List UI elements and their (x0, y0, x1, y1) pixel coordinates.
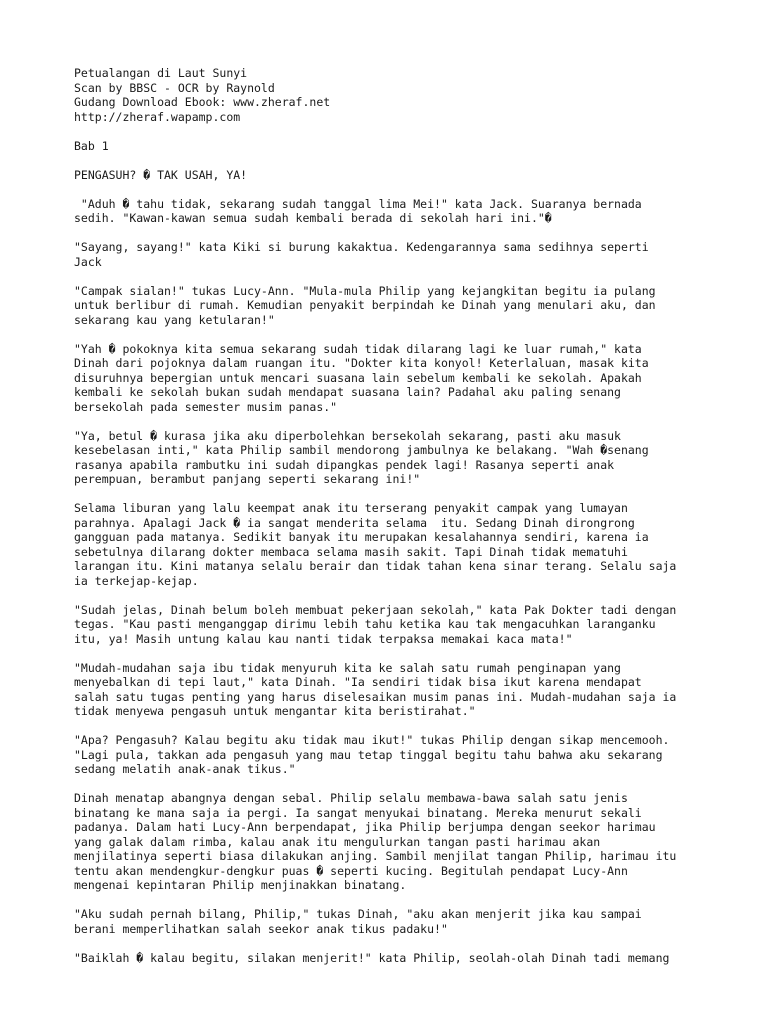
text-line: Selama liburan yang lalu keempat anak itu terserang penyakit campak yang lumayan (74, 501, 628, 515)
paragraph (74, 342, 754, 415)
paragraph (74, 197, 754, 226)
text-line: "Aku sudah pernah bilang, Philip," tukas Dinah, "aku akan menjerit jika kau sampai (74, 907, 642, 921)
text-line: perempuan, berambut panjang seperti sekarang ini!" (74, 472, 421, 486)
paragraph (74, 429, 754, 487)
text-line: mengenai kepintaran Philip menjinakkan binatang. (74, 878, 407, 892)
body-text (74, 197, 754, 966)
text-line: bersekolah pada semester musim panas." (74, 399, 338, 414)
text-line: "Sudah jelas, Dinah belum boleh membuat pekerjaan sekolah," kata Pak Dokter tadi dengan (74, 602, 677, 617)
text-line: sebetulnya dilarang dokter membaca selama masih sakit. Tapi Dinah tidak mematuhi (74, 544, 628, 559)
text-line: "Sayang, sayang!" kata Kiki si burung kakaktua. Kedengarannya sama sedihnya seperti (74, 240, 649, 254)
text-line: Jack (74, 254, 102, 269)
chapter-title: PENGASUH? � TAK USAH, YA! (74, 167, 248, 182)
text-line: kembali ke sekolah bukan sudah mendapat suasana lain? Padahal aku paling senang (74, 385, 621, 399)
text-line: tegas. "Kau pasti menganggap dirimu lebih tahu ketika kau tak mengacuhkan laranganku (74, 617, 656, 631)
text-line: "Mudah-mudahan saja ibu tidak menyuruh kita ke salah satu rumah penginapan yang (74, 660, 621, 675)
paragraph (74, 240, 754, 269)
chapter-label: Bab 1 (74, 138, 109, 153)
text-line: Dinah dari pojoknya dalam ruangan itu. "Dokter kita konyol! Keterlaluan, masak kita (74, 356, 649, 370)
text-line: sedang melatih anak-anak tikus." (74, 762, 296, 776)
text-line: "Campak sialan!" tukas Lucy-Ann. "Mula-mula Philip yang kejangkitan begitu ia pulang (74, 283, 656, 298)
document-page (74, 66, 754, 980)
text-line: ia terkejap-kejap. (74, 573, 199, 588)
text-line: tentu akan mendengkur-dengkur puas � seperti kucing. Begitulah pendapat Lucy-Ann (74, 863, 628, 878)
text-line: rasanya apabila rambutku ini sudah dipangkas pendek lagi! Rasanya seperti anak (74, 457, 615, 472)
text-line: padanya. Dalam hati Lucy-Ann berpendapat, jika Philip berjumpa dengan seekor harimau (74, 820, 656, 834)
text-line: "Lagi pula, takkan ada pengasuh yang mau tetap tinggal begitu tahu bahwa aku sekarang (74, 747, 663, 762)
paragraph (74, 284, 754, 328)
paragraph (74, 603, 754, 647)
paragraph (74, 791, 754, 893)
paragraph (74, 907, 754, 936)
paragraph (74, 733, 754, 777)
text-line: itu, ya! Masih untung kalau kau nanti tidak terpaksa memakai kaca mata!" (74, 631, 573, 646)
text-line: yang galak dalam rimba, kalau anak itu mengulurkan tangan pasti harimau akan (74, 834, 601, 849)
download-source: Gudang Download Ebook: www.zheraf.net (74, 95, 331, 109)
text-line: "Aduh � tahu tidak, sekarang sudah tanggal lima Mei!" kata Jack. Suaranya bernada (74, 196, 642, 211)
document-header (74, 66, 754, 124)
paragraph (74, 951, 754, 966)
text-line: "Yah � pokoknya kita semua sekarang sudah tidak dilarang lagi ke luar rumah," kata (74, 341, 642, 356)
text-line: gangguan pada matanya. Sedikit banyak itu merupakan kesalahannya sendiri, karena ia (74, 530, 649, 544)
book-title: Petualangan di Laut Sunyi (74, 66, 248, 80)
scan-credit: Scan by BBSC - OCR by Raynold (74, 80, 275, 95)
text-line: larangan itu. Kini matanya selalu berair dan tidak tahan kena sinar terang. Selalu saja (74, 559, 677, 573)
text-line: sedih. "Kawan-kawan semua sudah kembali berada di sekolah hari ini."� (74, 211, 552, 225)
paragraph (74, 661, 754, 719)
text-line: kesebelasan inti," kata Philip sambil mendorong jambulnya ke belakang. "Wah �senang (74, 443, 649, 457)
text-line: "Ya, betul � kurasa jika aku diperbolehkan bersekolah sekarang, pasti aku masuk (74, 428, 621, 443)
text-line: untuk berlibur di rumah. Kemudian penyakit berpindah ke Dinah yang menulari aku, dan (74, 298, 656, 312)
text-line: menyebalkan di tepi laut," kata Dinah. "Ia sendiri tidak bisa ikut karena mendapat (74, 675, 642, 689)
text-line: binatang ke mana saja ia pergi. Ia sangat menyukai binatang. Mereka menurut sekali (74, 805, 642, 820)
text-line: salah satu tugas penting yang harus diselesaikan musim panas ini. Mudah-mudahan saja ia (74, 689, 677, 704)
chapter-label-block (74, 139, 754, 154)
text-line: Dinah menatap abangnya dengan sebal. Philip selalu membawa-bawa salah satu jenis (74, 791, 628, 805)
text-line: parahnya. Apalagi Jack � ia sangat menderita selama itu. Sedang Dinah dirongrong (74, 515, 635, 530)
text-line: "Baiklah � kalau begitu, silakan menjerit!" kata Philip, seolah-olah Dinah tadi memang (74, 950, 670, 965)
text-line: tidak menyewa pengasuh untuk mengantar kita beristirahat." (74, 704, 476, 718)
text-line: disuruhnya bepergian untuk mencari suasana lain sebelum kembali ke sekolah. Apakah (74, 370, 642, 385)
text-line: berani memperlihatkan salah seekor anak tikus padaku!" (74, 921, 448, 936)
chapter-title-block (74, 168, 754, 183)
text-line: sekarang kau yang ketularan!" (74, 312, 275, 327)
paragraph (74, 501, 754, 588)
text-line: menjilatinya seperti biasa dilakukan anjing. Sambil menjilat tangan Philip, harimau itu (74, 849, 677, 863)
text-line: "Apa? Pengasuh? Kalau begitu aku tidak mau ikut!" tukas Philip dengan sikap mencemooh. (74, 733, 670, 747)
source-url: http://zheraf.wapamp.com (74, 109, 241, 124)
